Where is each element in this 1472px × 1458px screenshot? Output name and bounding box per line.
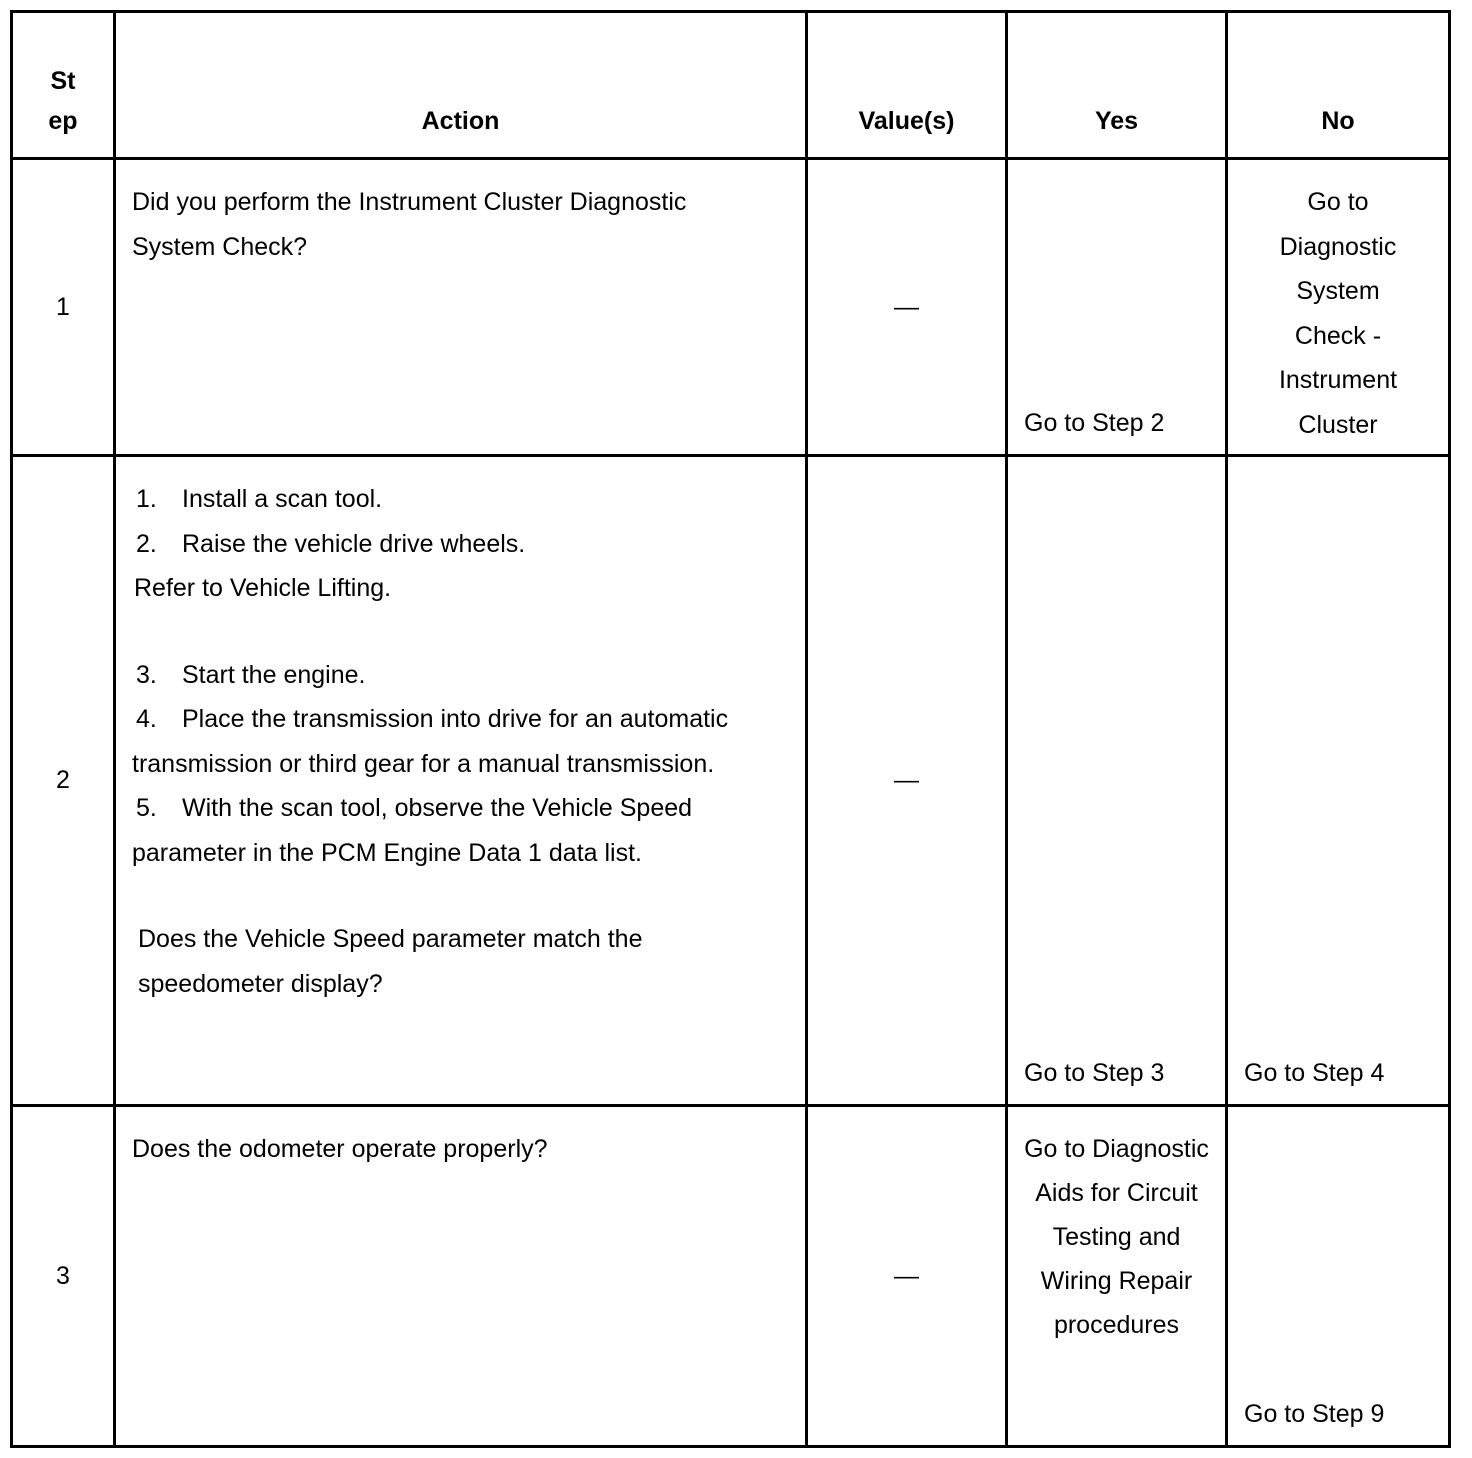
action-text: Does the odometer operate properly? — [132, 1135, 548, 1163]
no-cell: Go to Diagnostic System Check - Instrument Cluster — [1227, 159, 1450, 456]
list-item: 5. With the scan tool, observe the Vehicle Speed parameter in the PCM Engine Data 1 data list. — [132, 794, 693, 867]
no-cell: Go to Step 4 — [1227, 456, 1450, 1106]
yes-cell: Go to Step 2 — [1007, 159, 1227, 456]
action-cell — [115, 159, 807, 456]
action-text: Did you perform the Instrument Cluster Diagnostic System Check? — [132, 188, 687, 261]
action-cell — [115, 1106, 807, 1447]
yes-cell: Go to Step 3 — [1007, 456, 1227, 1106]
value-cell: — — [807, 159, 1007, 456]
diagnostic-table — [10, 10, 1451, 1448]
action-note: Refer to Vehicle Lifting. — [134, 574, 392, 602]
table-row — [12, 456, 1450, 1106]
step-number: 1 — [12, 159, 115, 456]
list-item: 4. Place the transmission into drive for an automatic transmission or third gear for a manual transmission. — [132, 705, 729, 778]
step-number: 2 — [12, 456, 115, 1106]
header-action: Action — [115, 12, 807, 159]
header-row — [12, 12, 1450, 159]
action-cell — [115, 456, 807, 1106]
list-item: 1. Install a scan tool. — [136, 485, 383, 513]
yes-cell: Go to Diagnostic Aids for Circuit Testing and Wiring Repair procedures — [1007, 1106, 1227, 1447]
value-cell: — — [807, 456, 1007, 1106]
list-item: 2. Raise the vehicle drive wheels. — [136, 529, 526, 558]
list-item: 3. Start the engine. — [136, 660, 366, 689]
table-row — [12, 159, 1450, 456]
table-row — [12, 1106, 1450, 1447]
header-yes: Yes — [1007, 12, 1227, 159]
value-cell: — — [807, 1106, 1007, 1447]
header-no: No — [1227, 12, 1450, 159]
step-number: 3 — [12, 1106, 115, 1447]
header-values: Value(s) — [807, 12, 1007, 159]
action-question: Does the Vehicle Speed parameter match the speedometer display? — [138, 925, 643, 998]
header-step: St ep — [12, 12, 115, 159]
no-cell: Go to Step 9 — [1227, 1106, 1450, 1447]
